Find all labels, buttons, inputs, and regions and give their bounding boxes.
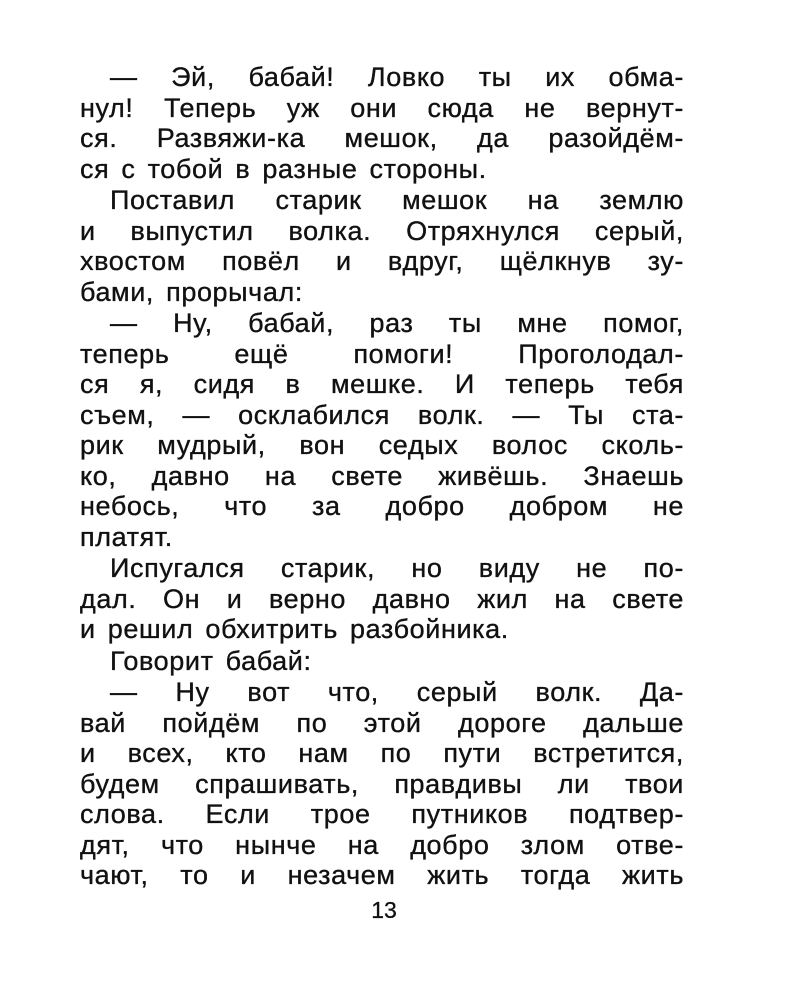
text-line: — Ну, бабай, раз ты мне помог, (110, 308, 684, 338)
text-line: ся. Развяжи-ка мешок, да разойдём- (80, 123, 684, 153)
paragraph (80, 553, 684, 645)
text-line: бами, прорычал: (80, 276, 303, 307)
paragraph (80, 185, 684, 307)
text-line: теперь ещё помоги! Проголодал- (80, 338, 684, 369)
body-text (80, 62, 684, 891)
paragraph (80, 646, 684, 677)
text-line: дят, что нынче на добро злом отве- (80, 829, 684, 860)
text-line: нул! Теперь уж они сюда не вернут- (80, 92, 684, 123)
text-line: и выпустил волка. Отряхнулся серый, (80, 215, 684, 246)
text-line: будем спрашивать, правдивы ли твои (80, 768, 684, 799)
paragraph (80, 308, 684, 552)
text-line: ко, давно на свете живёшь. Знаешь (80, 460, 684, 491)
text-line: съем, — осклабился волк. — Ты ста- (80, 399, 684, 430)
text-line: Говорит бабай: (110, 645, 312, 676)
text-line: ся с тобой в разные стороны. (80, 153, 487, 184)
text-line: слова. Если трое путников подтвер- (80, 799, 684, 829)
text-line: и решил обхитрить разбойника. (80, 614, 509, 644)
paragraph (80, 62, 684, 184)
text-line: дал. Он и верно давно жил на свете (80, 583, 684, 614)
text-line: Поставил старик мешок на землю (110, 185, 684, 215)
text-line: хвостом повёл и вдруг, щёлкнув зу- (80, 246, 684, 276)
text-line: и всех, кто нам по пути встретится, (80, 738, 684, 768)
text-line: — Эй, бабай! Ловко ты их обма- (110, 62, 684, 92)
text-line: вай пойдём по этой дороге дальше (80, 707, 684, 738)
paragraph (80, 677, 684, 891)
text-line: платят. (80, 521, 173, 552)
text-line: рик мудрый, вон седых волос сколь- (80, 430, 684, 460)
text-line: Испугался старик, но виду не по- (110, 553, 684, 583)
page-number: 13 (371, 897, 397, 923)
text-line: ся я, сидя в мешке. И теперь тебя (80, 369, 684, 399)
text-line: небось, что за добро добром не (80, 491, 684, 521)
text-line: чают, то и незачем жить тогда жить (80, 860, 684, 890)
text-line: — Ну вот что, серый волк. Да- (110, 677, 684, 707)
